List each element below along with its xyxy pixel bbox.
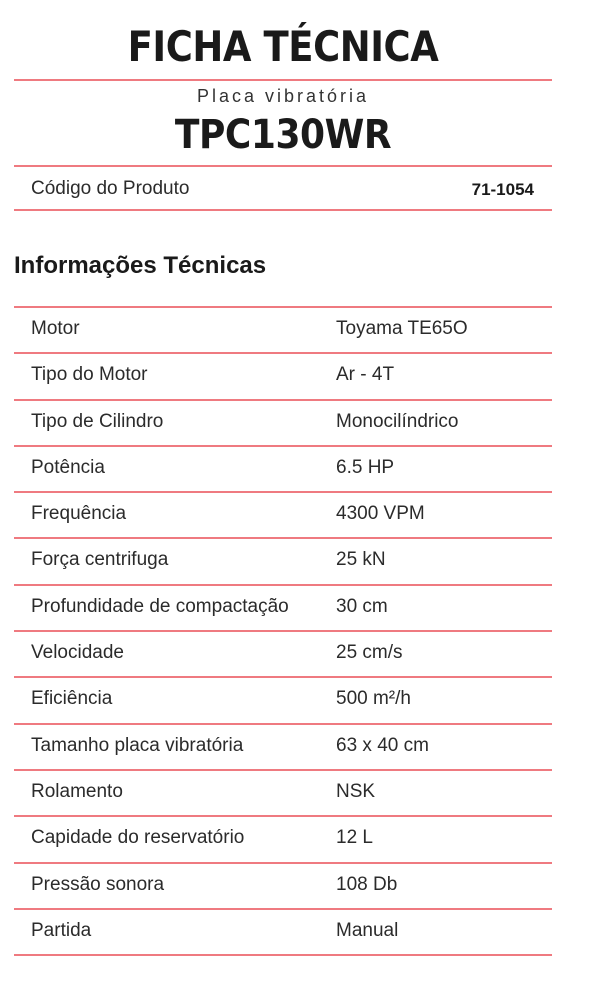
spec-label: Capidade do reservatório (31, 827, 245, 849)
spec-value: 25 kN (336, 549, 386, 571)
product-code-label: Código do Produto (31, 178, 190, 199)
product-code-value: 71-1054 (471, 180, 534, 199)
table-row (14, 584, 552, 630)
table-row (14, 815, 552, 861)
spec-label: Partida (31, 919, 92, 941)
spec-value: Toyama TE65O (336, 318, 468, 339)
spec-value: 4300 VPM (336, 503, 425, 525)
spec-label: Profundidade de compactação (31, 595, 289, 617)
spec-label: Motor (31, 318, 80, 339)
table-row (14, 769, 552, 815)
spec-label: Tipo de Cilindro (31, 410, 164, 432)
spec-label: Potência (31, 456, 105, 478)
spec-label: Frequência (31, 503, 127, 525)
spec-label: Tipo do Motor (31, 364, 148, 386)
spec-value: 12 L (336, 827, 373, 849)
spec-label: Pressão sonora (31, 873, 165, 895)
section-title: Informações Técnicas (14, 252, 267, 279)
table-row (14, 491, 552, 537)
spec-label: Eficiência (31, 688, 113, 710)
divider (14, 165, 552, 167)
spec-value: 63 x 40 cm (336, 734, 429, 756)
table-row (14, 306, 552, 352)
spec-value: 25 cm/s (336, 642, 403, 664)
spec-value: 500 m²/h (336, 688, 411, 710)
specs-table (14, 306, 552, 956)
table-row (14, 723, 552, 769)
spec-value: 6.5 HP (336, 456, 395, 478)
product-category: Placa vibratória (196, 86, 370, 106)
table-row (14, 908, 552, 956)
spec-value: 108 Db (336, 873, 398, 895)
spec-value: Ar - 4T (336, 364, 395, 386)
table-row (14, 630, 552, 676)
spec-label: Força centrifuga (31, 549, 169, 571)
divider (14, 79, 552, 81)
spec-value: Monocilíndrico (336, 410, 459, 432)
table-row (14, 352, 552, 398)
divider (14, 209, 552, 211)
table-row (14, 445, 552, 491)
table-row (14, 399, 552, 445)
page-title: FICHA TÉCNICA (127, 22, 439, 71)
spec-label: Tamanho placa vibratória (31, 734, 244, 756)
spec-value: NSK (336, 780, 376, 802)
spec-label: Rolamento (31, 780, 123, 802)
table-row (14, 537, 552, 583)
spec-label: Velocidade (31, 642, 124, 664)
product-model: TPC130WR (174, 112, 392, 158)
spec-value: 30 cm (336, 595, 388, 617)
spec-value: Manual (336, 919, 399, 941)
table-row (14, 676, 552, 722)
table-row (14, 862, 552, 908)
